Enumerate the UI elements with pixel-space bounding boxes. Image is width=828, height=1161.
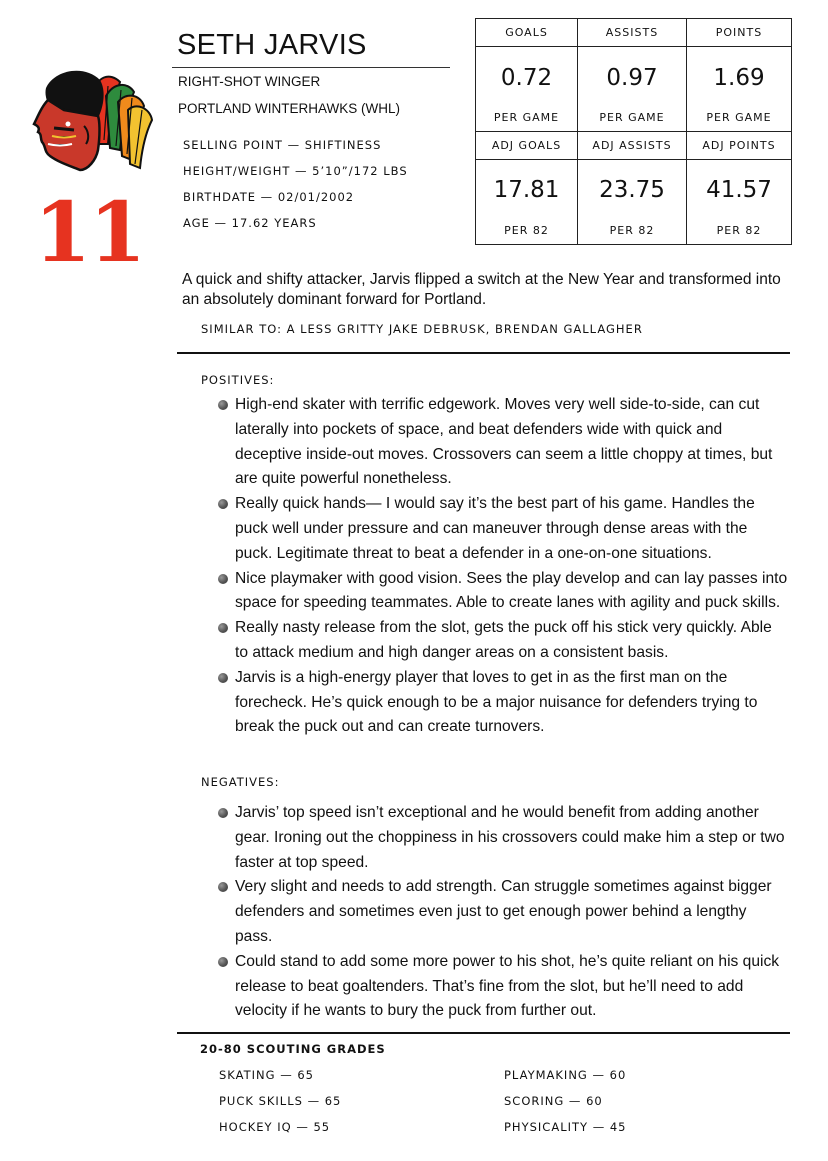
- list-item: [218, 567, 788, 617]
- stat-value-adj-goals: 17.81: [493, 177, 560, 203]
- bullet-icon: [218, 882, 228, 892]
- stat-header-adj-assists: ADJ ASSISTS: [578, 132, 687, 160]
- grade-scoring: SCORING — 60: [504, 1094, 603, 1108]
- stat-value-goals: 0.72: [500, 65, 553, 91]
- list-item: [218, 616, 788, 666]
- list-item-text: Jarvis’ top speed isn’t exceptional and he would benefit from adding another gear. Ironing out the choppiness in his crossovers could make him a step or two faster at top speed.: [235, 804, 785, 871]
- grade-puck-skills: PUCK SKILLS — 65: [219, 1094, 342, 1108]
- adj-stats-header-row: [476, 132, 792, 160]
- list-item-text: High-end skater with terrific edgework. Moves very well side-to-side, can cut laterally into pockets of space, and beat defenders wide with quick and deceptive inside-out moves. Crossovers can seem a little choppy at times, but are quite powerful nonetheless.: [235, 396, 773, 488]
- negatives-list: [218, 801, 788, 1024]
- age: AGE — 17.62 YEARS: [183, 216, 317, 230]
- player-name: SETH JARVIS: [177, 29, 367, 61]
- list-item: [218, 393, 788, 492]
- stat-header-assists: ASSISTS: [578, 19, 687, 47]
- bullet-icon: [218, 400, 228, 410]
- list-item-text: Really nasty release from the slot, gets the puck off his stick very quickly. Able to attack medium and high danger areas on a consistent basis.: [235, 619, 772, 661]
- stat-unit: PER GAME: [493, 111, 560, 124]
- height-weight: HEIGHT/WEIGHT — 5’10”/172 LBS: [183, 164, 408, 178]
- list-item: [218, 950, 788, 1024]
- name-divider: [172, 67, 450, 68]
- grade-playmaking: PLAYMAKING — 60: [504, 1068, 627, 1082]
- list-item-text: Could stand to add some more power to his shot, he’s quite reliant on his quick release to beat goaltenders. That’s fine from the slot, but he’ll need to add velocity if he wants to bury the puck from further out.: [235, 952, 780, 1020]
- stat-cell-adj-points: [687, 160, 792, 245]
- stat-cell-goals: [476, 47, 578, 132]
- grade-skating: SKATING — 65: [219, 1068, 314, 1082]
- player-position: RIGHT-SHOT WINGER: [178, 74, 321, 89]
- list-item: [218, 492, 788, 566]
- list-item: [218, 875, 788, 949]
- selling-point: SELLING POINT — SHIFTINESS: [183, 138, 382, 152]
- list-item-text: Very slight and needs to add strength. Can struggle sometimes against bigger defenders and sometimes even just to get enough power behind a lengthy pass.: [235, 878, 772, 945]
- grades-heading: 20-80 SCOUTING GRADES: [200, 1042, 386, 1056]
- stat-unit: PER 82: [504, 224, 549, 237]
- stat-header-goals: GOALS: [476, 19, 578, 47]
- bullet-icon: [218, 574, 228, 584]
- stat-unit: PER GAME: [599, 111, 665, 124]
- grade-physicality: PHYSICALITY — 45: [504, 1120, 627, 1134]
- list-item-text: Really quick hands— I would say it’s the best part of his game. Handles the puck well under pressure and can maneuver through dense areas with the puck. Legitimate threat to beat a defender in a one-on-one situations.: [235, 495, 755, 562]
- stat-cell-adj-goals: [476, 160, 578, 245]
- bullet-icon: [218, 808, 228, 818]
- stat-header-adj-points: ADJ POINTS: [687, 132, 792, 160]
- section-divider: [177, 352, 790, 354]
- bullet-icon: [218, 957, 228, 967]
- jersey-number: 11: [34, 185, 145, 281]
- birthdate: BIRTHDATE — 02/01/2002: [183, 190, 355, 204]
- stat-header-adj-goals: ADJ GOALS: [476, 132, 578, 160]
- stat-unit: PER GAME: [706, 111, 772, 124]
- positives-heading: POSITIVES:: [201, 373, 275, 387]
- list-item: [218, 666, 788, 740]
- bullet-icon: [218, 673, 228, 683]
- positives-list: [218, 393, 788, 740]
- player-summary: A quick and shifty attacker, Jarvis flipped a switch at the New Year and transformed into an absolutely dominant forward for Portland.: [182, 271, 781, 308]
- similar-players: SIMILAR TO: A LESS GRITTY JAKE DEBRUSK, BRENDAN GALLAGHER: [201, 322, 643, 336]
- grades-divider: [177, 1032, 790, 1034]
- stat-value-adj-points: 41.57: [706, 177, 772, 203]
- stat-value-adj-assists: 23.75: [599, 177, 665, 203]
- list-item-text: Nice playmaker with good vision. Sees the play develop and can lay passes into space for speeding teammates. Able to create lanes with agility and puck skills.: [235, 569, 788, 612]
- list-item-text: Jarvis is a high-energy player that loves to get in as the first man on the forecheck. He’s quick enough to be a major nuisance for defenders trying to break the puck out and can create turnovers.: [235, 668, 758, 736]
- list-item: [218, 801, 788, 875]
- stat-cell-adj-assists: [578, 160, 687, 245]
- stats-header-row: [476, 19, 792, 47]
- stat-value-points: 1.69: [713, 65, 765, 91]
- adj-stats-value-row: [476, 160, 792, 245]
- stats-value-row: [476, 47, 792, 132]
- stat-cell-assists: [578, 47, 687, 132]
- stats-table: [475, 18, 792, 245]
- stat-cell-points: [687, 47, 792, 132]
- blackhawks-logo-icon: [24, 66, 154, 178]
- stat-header-points: POINTS: [687, 19, 792, 47]
- bullet-icon: [218, 499, 228, 509]
- stat-value-assists: 0.97: [606, 65, 658, 91]
- player-team: PORTLAND WINTERHAWKS (WHL): [178, 101, 401, 116]
- stat-unit: PER 82: [716, 224, 762, 237]
- grade-hockey-iq: HOCKEY IQ — 55: [219, 1120, 331, 1134]
- negatives-heading: NEGATIVES:: [201, 775, 280, 789]
- bullet-icon: [218, 623, 228, 633]
- stat-unit: PER 82: [609, 224, 655, 237]
